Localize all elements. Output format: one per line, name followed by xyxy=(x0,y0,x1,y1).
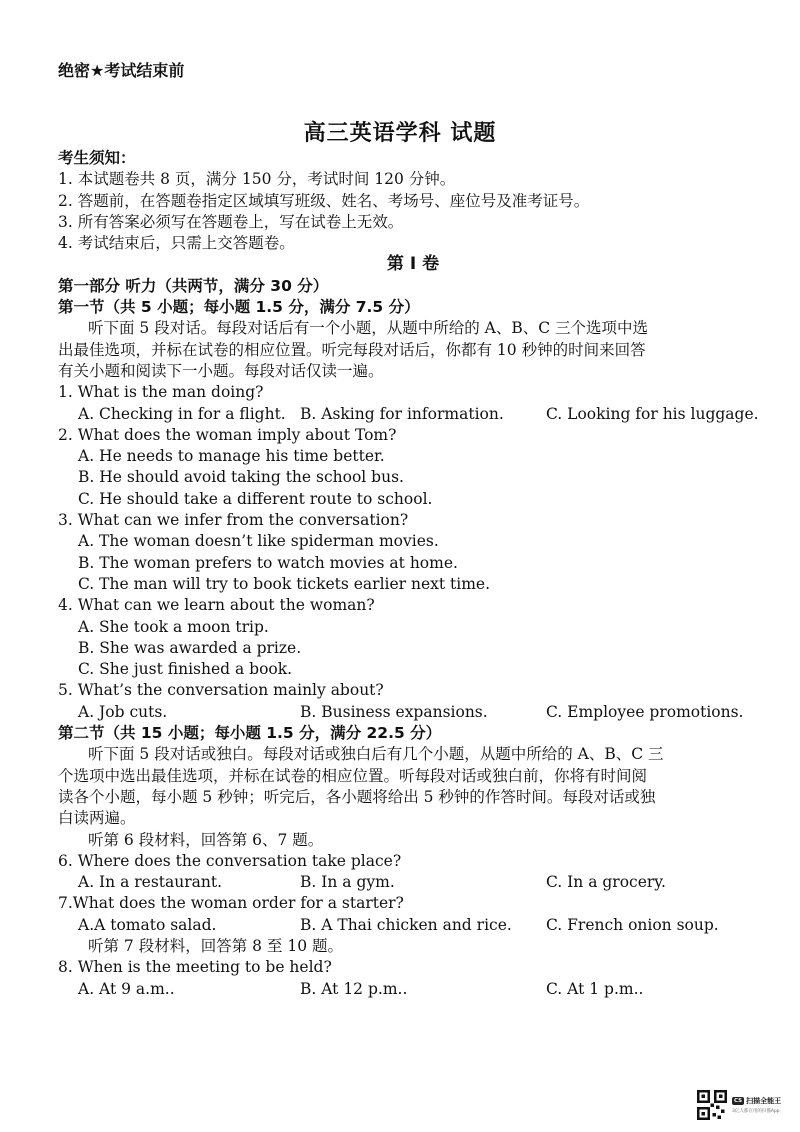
option-b: B. The woman prefers to watch movies at home. xyxy=(78,553,458,572)
option-b: B. Business expansions. xyxy=(300,702,488,721)
option-c: C. She just finished a book. xyxy=(78,660,293,679)
options-row xyxy=(58,404,768,425)
instruction-line: 有关小题和阅读下一小题。每段对话仅读一遍。 xyxy=(58,361,384,380)
option-b: B. A Thai chicken and rice. xyxy=(300,915,512,934)
option-c: C. He should take a different route to school. xyxy=(78,489,433,508)
option-a: A. She took a moon trip. xyxy=(78,617,269,636)
options-row xyxy=(58,872,768,893)
scanner-text xyxy=(732,1096,781,1114)
material-note: 听第 6 段材料，回答第 6、7 题。 xyxy=(88,830,324,849)
option-c: C. At 1 p.m.. xyxy=(546,979,644,998)
option-b: B. In a gym. xyxy=(300,873,395,892)
option-b: B. She was awarded a prize. xyxy=(78,638,302,657)
instruction-line: 读各个小题，每小题 5 秒钟；听完后，各小题将给出 5 秒钟的作答时间。每段对话或独 xyxy=(58,787,656,806)
options-row xyxy=(58,979,768,1000)
option-a: A. At 9 a.m.. xyxy=(78,979,175,998)
section2-heading: 第二节（共 15 小题；每小题 1.5 分，满分 22.5 分） xyxy=(58,724,442,743)
option-b: B. At 12 p.m.. xyxy=(300,979,408,998)
notice-item: 2. 答题前，在答题卷指定区域填写班级、姓名、考场号、座位号及准考证号。 xyxy=(58,191,590,210)
instruction-line: 听下面 5 段对话或独白。每段对话或独白后有几个小题，从题中所给的 A、B、C 三 xyxy=(88,745,664,764)
options-row xyxy=(58,702,768,723)
question-7: 7.What does the woman order for a starter? xyxy=(58,894,404,913)
instruction-line: 个选项中选出最佳选项，并标在试卷的相应位置。听每段对话或独白前，你将有时间阅 xyxy=(58,766,648,785)
scanner-subtitle: 3亿人都在用的扫描App xyxy=(732,1109,780,1114)
question-5: 5. What’s the conversation mainly about? xyxy=(58,681,384,700)
question-4: 4. What can we learn about the woman? xyxy=(58,596,375,615)
option-a: A. Checking in for a flight. xyxy=(78,404,286,423)
cs-logo-icon: CS xyxy=(734,1098,743,1104)
notice-item: 4. 考试结束后，只需上交答题卷。 xyxy=(58,234,295,253)
option-a: A. In a restaurant. xyxy=(78,873,223,892)
option-a: A. He needs to manage his time better. xyxy=(78,447,385,466)
question-6: 6. Where does the conversation take place? xyxy=(58,851,402,870)
part1-heading: 第一部分 听力（共两节，满分 30 分） xyxy=(58,276,329,295)
option-a: A. Job cuts. xyxy=(78,702,168,721)
section1-heading: 第一节（共 5 小题；每小题 1.5 分，满分 7.5 分） xyxy=(58,298,420,317)
option-c: C. Looking for his luggage. xyxy=(546,404,759,423)
scanner-watermark xyxy=(697,1086,793,1124)
option-a: A. The woman doesn’t like spiderman movies. xyxy=(78,532,439,551)
notice-item: 1. 本试题卷共 8 页，满分 150 分，考试时间 120 分钟。 xyxy=(58,170,456,189)
option-a: A.A tomato salad. xyxy=(78,915,217,934)
option-c: C. Employee promotions. xyxy=(546,702,744,721)
option-c: C. In a grocery. xyxy=(546,873,666,892)
question-8: 8. When is the meeting to be held? xyxy=(58,958,332,977)
option-b: B. He should avoid taking the school bus. xyxy=(78,468,404,487)
scanner-title xyxy=(732,1096,781,1106)
instruction-line: 听下面 5 段对话。每段对话后有一个小题，从题中所给的 A、B、C 三个选项中选 xyxy=(88,319,649,338)
option-c: C. The man will try to book tickets earlier next time. xyxy=(78,574,491,593)
instruction-line: 出最佳选项，并标在试卷的相应位置。听完每段对话后，你都有 10 秒钟的时间来回答 xyxy=(58,340,646,359)
option-c: C. French onion soup. xyxy=(546,915,719,934)
confidential-label: 绝密★考试结束前 xyxy=(58,61,185,80)
options-row xyxy=(58,915,768,936)
notice-heading: 考生须知： xyxy=(58,149,136,167)
notice-item: 3. 所有答案必须写在答题卷上，写在试卷上无效。 xyxy=(58,212,404,231)
option-b: B. Asking for information. xyxy=(300,404,504,423)
exam-body xyxy=(58,148,768,1000)
page-title: 高三英语学科 试题 xyxy=(303,121,497,146)
qr-code-icon xyxy=(697,1090,727,1120)
material-note: 听第 7 段材料，回答第 8 至 10 题。 xyxy=(88,936,344,955)
instruction-line: 白读两遍。 xyxy=(58,809,136,828)
scanner-name: 扫描全能王 xyxy=(746,1097,782,1105)
question-3: 3. What can we infer from the conversation? xyxy=(58,511,409,530)
question-2: 2. What does the woman imply about Tom? xyxy=(58,425,397,444)
question-1: 1. What is the man doing? xyxy=(58,383,264,402)
volume-heading: 第 I 卷 xyxy=(386,254,440,275)
